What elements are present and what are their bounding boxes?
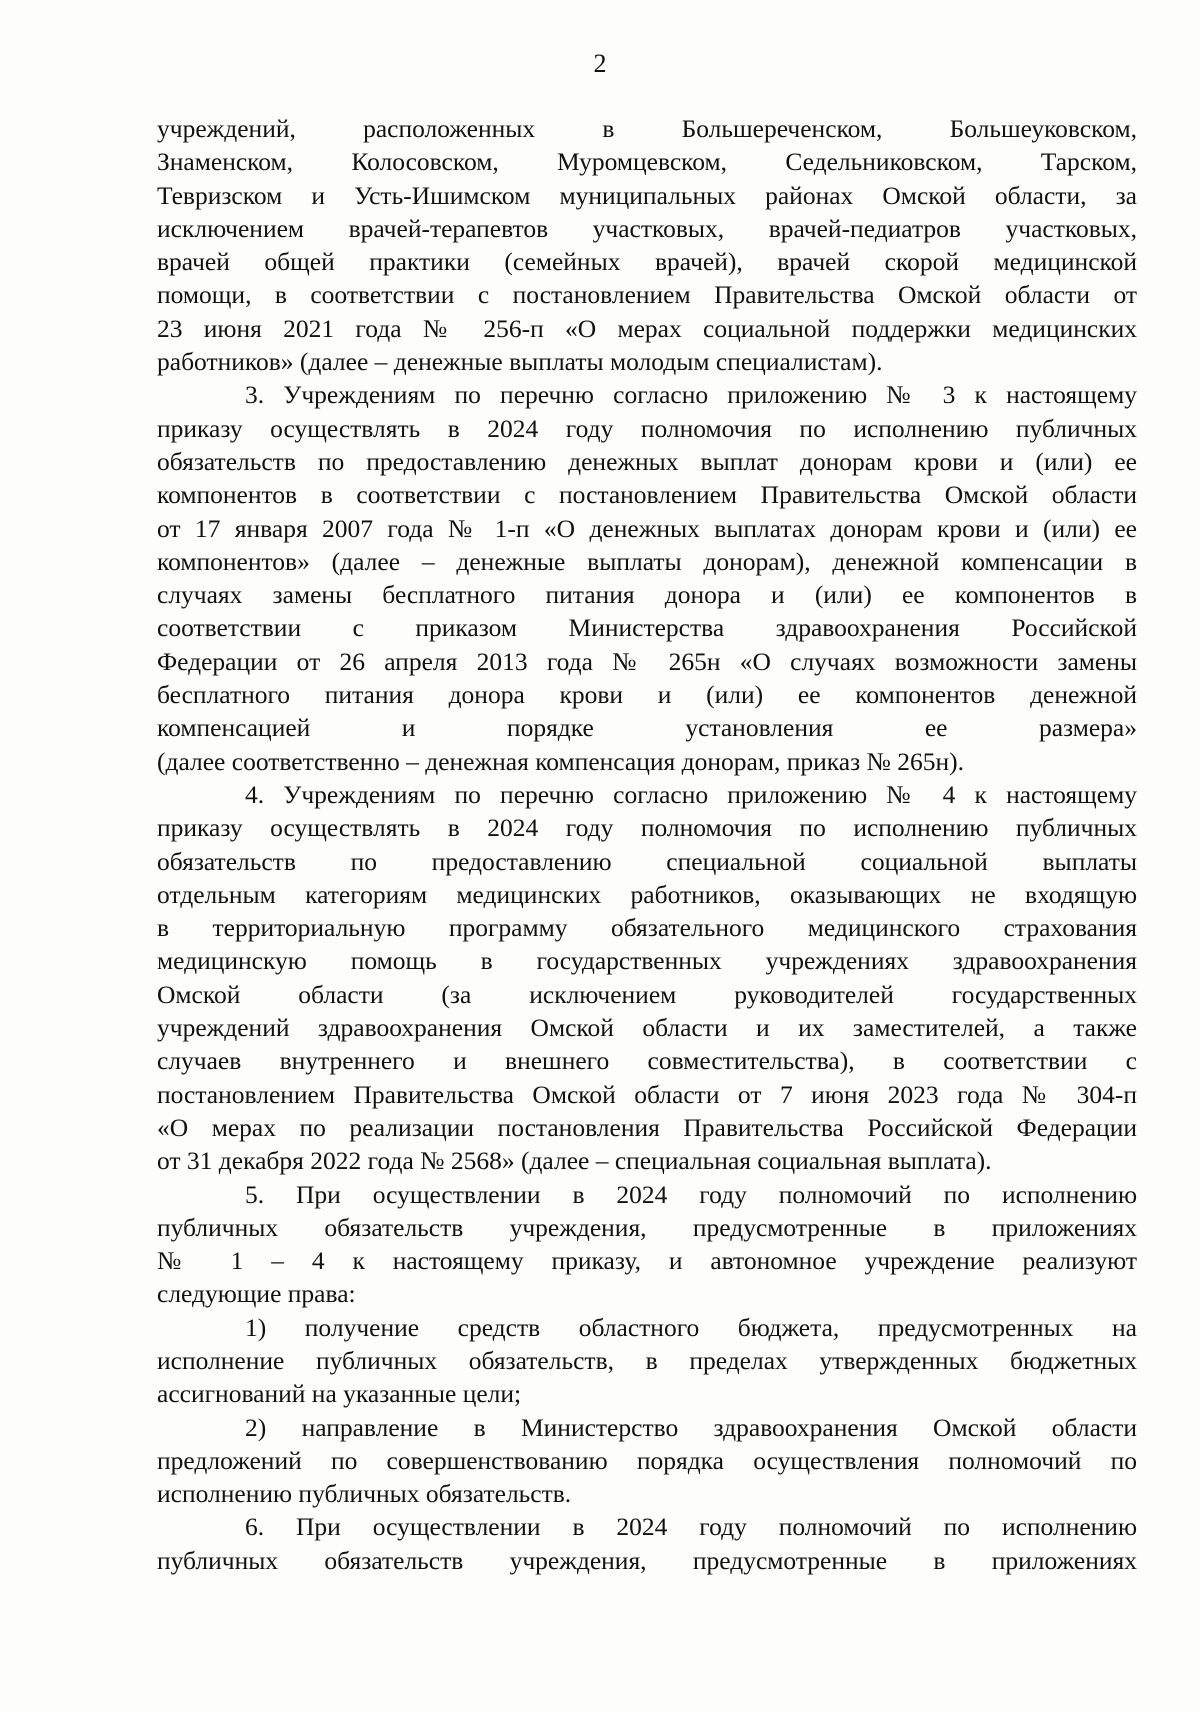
text-line: учреждений здравоохранения Омской области и их заместителей, а также: [157, 1013, 1137, 1043]
text-line: от 17 января 2007 года № 1-п «О денежных выплатах донорам крови и (или) ее: [157, 513, 1137, 543]
text-line: 4. Учреждениям по перечню согласно приложению № 4 к настоящему: [245, 779, 1137, 809]
text-line: 2) направление в Министерство здравоохранения Омской области: [245, 1412, 1137, 1442]
text-line: «О мерах по реализации постановления Правительства Российской Федерации: [157, 1112, 1137, 1142]
text-line: ассигнований на указанные цели;: [157, 1379, 522, 1409]
text-line: (далее соответственно – денежная компенсация донорам, приказ № 265н).: [157, 746, 964, 776]
text-line: № 1 – 4 к настоящему приказу, и автономное учреждение реализуют: [157, 1246, 1137, 1276]
text-line: 23 июня 2021 года № 256-п «О мерах социальной поддержки медицинских: [157, 313, 1137, 343]
page-number: 2: [593, 49, 607, 78]
text-line: Тевризском и Усть-Ишимском муниципальных районах Омской области, за: [157, 180, 1137, 210]
text-line: случаях замены бесплатного питания донора и (или) ее компонентов в: [157, 580, 1137, 610]
text-line: обязательств по предоставлению денежных выплат донорам крови и (или) ее: [157, 446, 1137, 476]
text-line: следующие права:: [157, 1279, 356, 1309]
text-line: Знаменском, Колосовском, Муромцевском, Седельниковском, Тарском,: [157, 147, 1137, 177]
text-line: приказу осуществлять в 2024 году полномочия по исполнению публичных: [157, 813, 1137, 843]
text-line: случаев внутреннего и внешнего совместительства), в соответствии с: [157, 1046, 1137, 1076]
text-line: 3. Учреждениям по перечню согласно приложению № 3 к настоящему: [245, 380, 1137, 410]
text-line: учреждений, расположенных в Большереченском, Большеуковском,: [157, 114, 1137, 143]
text-line: медицинскую помощь в государственных учреждениях здравоохранения: [157, 946, 1137, 976]
text-line: исключением врачей-терапевтов участковых, врачей-педиатров участковых,: [157, 213, 1137, 243]
text-line: 1) получение средств областного бюджета, предусмотренных на: [245, 1312, 1137, 1342]
text-line: помощи, в соответствии с постановлением Правительства Омской области от: [157, 280, 1137, 310]
text-line: отдельным категориям медицинских работников, оказывающих не входящую: [157, 879, 1137, 909]
text-line: работников» (далее – денежные выплаты молодым специалистам).: [157, 347, 883, 377]
text-line: 5. При осуществлении в 2024 году полномочий по исполнению: [245, 1179, 1137, 1209]
text-line: публичных обязательств учреждения, предусмотренные в приложениях: [157, 1212, 1137, 1242]
text-line: исполнение публичных обязательств, в пределах утвержденных бюджетных: [157, 1345, 1137, 1375]
text-line: Омской области (за исключением руководителей государственных: [157, 979, 1137, 1009]
text-line: компенсацией и порядке установления ее размера»: [157, 713, 1137, 743]
text-line: исполнению публичных обязательств.: [157, 1479, 572, 1509]
text-line: врачей общей практики (семейных врачей), врачей скорой медицинской: [157, 247, 1137, 277]
text-line: от 31 декабря 2022 года № 2568» (далее – специальная социальная выплата).: [157, 1146, 992, 1176]
text-line: компонентов в соответствии с постановлением Правительства Омской области: [157, 480, 1137, 510]
text-line: соответствии с приказом Министерства здравоохранения Российской: [157, 613, 1137, 643]
text-line: бесплатного питания донора крови и (или) ее компонентов денежной: [157, 680, 1137, 710]
text-line: обязательств по предоставлению специальной социальной выплаты: [157, 846, 1137, 876]
text-line: в территориальную программу обязательного медицинского страхования: [157, 913, 1137, 943]
text-line: предложений по совершенствованию порядка осуществления полномочий по: [157, 1445, 1137, 1475]
document-body: [157, 112, 1137, 1577]
text-line: приказу осуществлять в 2024 году полномочия по исполнению публичных: [157, 413, 1137, 443]
text-line: компонентов» (далее – денежные выплаты донорам), денежной компенсации в: [157, 546, 1137, 576]
text-line: постановлением Правительства Омской области от 7 июня 2023 года № 304-п: [157, 1079, 1137, 1109]
text-line: публичных обязательств учреждения, предусмотренные в приложениях: [157, 1545, 1137, 1575]
text-line: 6. При осуществлении в 2024 году полномочий по исполнению: [245, 1512, 1137, 1542]
text-line: Федерации от 26 апреля 2013 года № 265н «О случаях возможности замены: [157, 646, 1137, 676]
